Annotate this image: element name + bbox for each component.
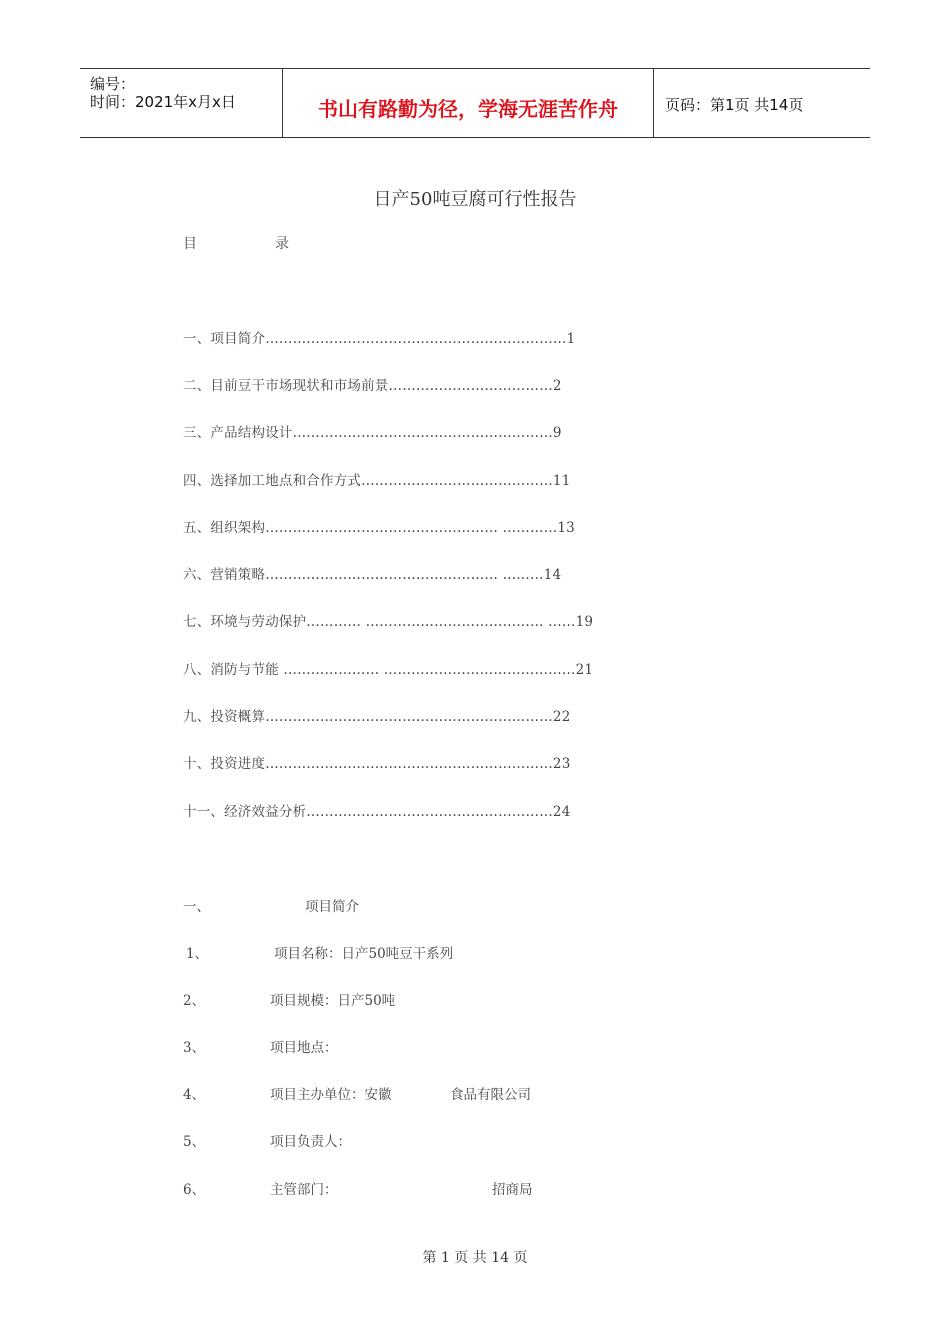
toc-entry: 五、组织架构…………………………………………… …………13 bbox=[183, 520, 575, 536]
time-label: 时间：2021年x月x日 bbox=[90, 93, 236, 111]
toc-entry: 九、投资概算………………………………………………………22 bbox=[183, 709, 571, 725]
item-text: 项目主办单位：安徽 bbox=[270, 1087, 392, 1103]
item-text: 项目名称：日产50吨豆干系列 bbox=[274, 946, 454, 962]
toc-entry: 四、选择加工地点和合作方式……………………………………11 bbox=[183, 473, 571, 489]
header-motto-cell bbox=[283, 69, 654, 137]
item-number: 1、 bbox=[186, 946, 209, 962]
item-number: 6、 bbox=[183, 1182, 206, 1198]
toc-entry: 三、产品结构设计…………………………………………………9 bbox=[183, 425, 562, 441]
item-number: 2、 bbox=[183, 993, 206, 1009]
toc-entry: 八、消防与节能 ………………… ……………………………………21 bbox=[183, 662, 594, 678]
item-extra: 食品有限公司 bbox=[450, 1087, 531, 1103]
number-label: 编号： bbox=[90, 75, 136, 93]
item-text: 项目规模：日产50吨 bbox=[270, 993, 396, 1009]
toc-entry: 一、项目简介…………………………………………………………1 bbox=[183, 331, 576, 347]
toc-entry: 十一、经济效益分析………………………………………………24 bbox=[183, 804, 571, 820]
item-text: 项目地点： bbox=[270, 1040, 338, 1056]
document-header bbox=[80, 68, 870, 138]
item-number: 4、 bbox=[183, 1087, 206, 1103]
toc-entry: 七、环境与劳动保护………… ………………………………… ……19 bbox=[183, 614, 594, 630]
page-footer: 第 1 页 共 14 页 bbox=[422, 1250, 528, 1266]
document-title: 日产50吨豆腐可行性报告 bbox=[373, 189, 577, 210]
toc-entry: 六、营销策略…………………………………………… ………14 bbox=[183, 567, 562, 583]
toc-entry: 十、投资进度………………………………………………………23 bbox=[183, 756, 571, 772]
toc-entry: 二、目前豆干市场现状和市场前景………………………………2 bbox=[183, 378, 562, 394]
section-number: 一、 bbox=[183, 899, 210, 915]
section-title: 项目简介 bbox=[305, 899, 359, 915]
item-text: 主管部门： bbox=[270, 1182, 338, 1198]
item-extra: 招商局 bbox=[492, 1182, 533, 1198]
item-text: 项目负责人： bbox=[270, 1134, 351, 1150]
item-number: 5、 bbox=[183, 1134, 206, 1150]
page-info: 页码：第1页 共14页 bbox=[665, 96, 804, 114]
item-number: 3、 bbox=[183, 1040, 206, 1056]
toc-heading-right: 录 bbox=[275, 236, 289, 252]
toc-heading-left: 目 bbox=[183, 236, 197, 252]
header-meta-cell bbox=[80, 69, 283, 137]
header-page-cell bbox=[655, 69, 870, 137]
motto-text: 书山有路勤为径，学海无涯苦作舟 bbox=[318, 97, 618, 121]
